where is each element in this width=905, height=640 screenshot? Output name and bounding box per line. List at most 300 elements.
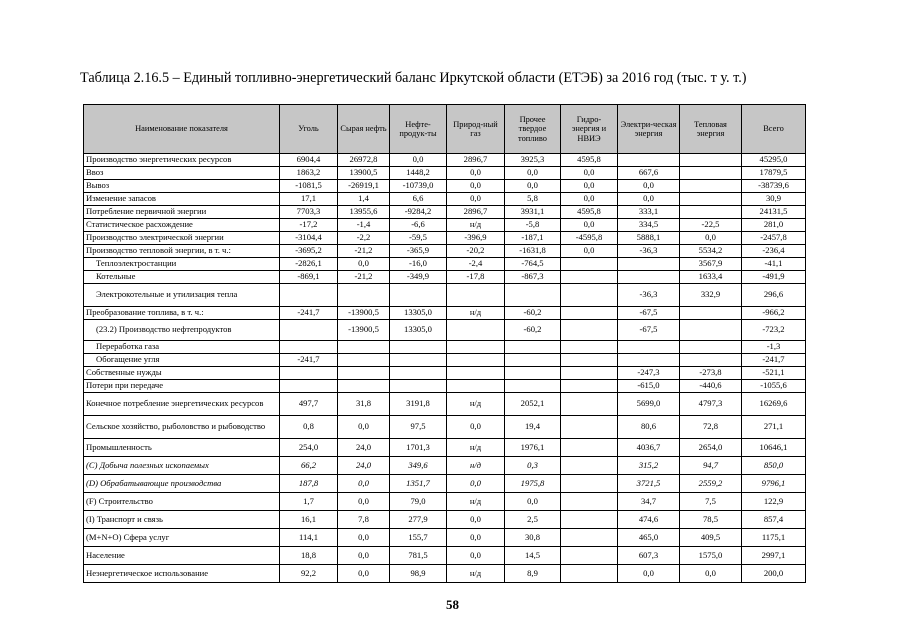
table-cell: -440,6	[680, 380, 742, 393]
table-cell: 26972,8	[338, 154, 390, 167]
table-cell: -38739,6	[742, 180, 806, 193]
table-cell	[561, 493, 618, 511]
table-cell	[390, 380, 447, 393]
table-cell: -26919,1	[338, 180, 390, 193]
column-header: Природ-ный газ	[447, 105, 505, 154]
table-cell	[338, 341, 390, 354]
table-cell: 72,8	[680, 416, 742, 439]
table-cell: 0,0	[338, 493, 390, 511]
table-cell: 24,0	[338, 439, 390, 457]
table-cell: 332,9	[680, 284, 742, 307]
row-label: Статистическое расхождение	[84, 219, 280, 232]
header-row	[84, 105, 806, 154]
table-cell: 0,0	[447, 475, 505, 493]
row-label: Производство энергетических ресурсов	[84, 154, 280, 167]
table-cell: -241,7	[742, 354, 806, 367]
table-cell: -241,7	[280, 307, 338, 320]
table-cell: 474,6	[618, 511, 680, 529]
column-header: Уголь	[280, 105, 338, 154]
table-cell: -16,0	[390, 258, 447, 271]
table-cell: 1351,7	[390, 475, 447, 493]
row-label: Обогащение угля	[84, 354, 280, 367]
table-cell: 0,0	[447, 167, 505, 180]
row-label: (F) Строительство	[84, 493, 280, 511]
table-cell	[561, 511, 618, 529]
table-cell: 3931,1	[505, 206, 561, 219]
table-row	[84, 154, 806, 167]
table-cell: 10646,1	[742, 439, 806, 457]
row-label: Вывоз	[84, 180, 280, 193]
table-cell	[561, 320, 618, 341]
table-cell: 0,0	[447, 511, 505, 529]
table-row	[84, 416, 806, 439]
table-cell: 2052,1	[505, 393, 561, 416]
table-cell	[280, 341, 338, 354]
table-cell: 1175,1	[742, 529, 806, 547]
table-cell: -59,5	[390, 232, 447, 245]
table-row	[84, 271, 806, 284]
table-title: Таблица 2.16.5 – Единый топливно-энергетический баланс Иркутской области (ЕТЭБ) за 2016 год (тыс. т у. т.)	[80, 70, 747, 86]
table-cell: -4595,8	[561, 232, 618, 245]
table-cell: 0,0	[680, 565, 742, 583]
table-cell: -5,8	[505, 219, 561, 232]
table-cell: 92,2	[280, 565, 338, 583]
table-cell	[561, 354, 618, 367]
table-cell: -2457,8	[742, 232, 806, 245]
column-header: Прочее твердое топливо	[505, 105, 561, 154]
table-row	[84, 529, 806, 547]
table-cell: 1575,0	[680, 547, 742, 565]
table-cell: 45295,0	[742, 154, 806, 167]
column-header: Электри-ческая энергия	[618, 105, 680, 154]
table-row	[84, 457, 806, 475]
table-cell: 4797,3	[680, 393, 742, 416]
table-cell	[561, 547, 618, 565]
table-cell: 1975,8	[505, 475, 561, 493]
table-cell	[561, 457, 618, 475]
table-cell: 0,0	[618, 193, 680, 206]
column-header: Сырая нефть	[338, 105, 390, 154]
row-label: Население	[84, 547, 280, 565]
table-cell: 277,9	[390, 511, 447, 529]
energy-balance-table	[83, 104, 806, 583]
table-cell: 4595,8	[561, 154, 618, 167]
table-row	[84, 167, 806, 180]
table-cell: 1633,4	[680, 271, 742, 284]
table-row	[84, 341, 806, 354]
table-cell: 155,7	[390, 529, 447, 547]
table-row	[84, 380, 806, 393]
table-cell: 5888,1	[618, 232, 680, 245]
table-cell: 497,7	[280, 393, 338, 416]
table-cell	[561, 565, 618, 583]
table-cell: 0,0	[447, 547, 505, 565]
table-cell: 16269,6	[742, 393, 806, 416]
row-label: Котельные	[84, 271, 280, 284]
table-row	[84, 284, 806, 307]
table-cell: 16,1	[280, 511, 338, 529]
table-cell: 5699,0	[618, 393, 680, 416]
table-cell: 333,1	[618, 206, 680, 219]
table-cell	[338, 380, 390, 393]
row-label: Переработка газа	[84, 341, 280, 354]
table-cell	[561, 367, 618, 380]
table-cell: -36,3	[618, 284, 680, 307]
table-cell: 0,8	[280, 416, 338, 439]
table-cell: 30,8	[505, 529, 561, 547]
table-cell: 4036,7	[618, 439, 680, 457]
table-cell: н/д	[447, 307, 505, 320]
table-cell: -491,9	[742, 271, 806, 284]
table-cell: 94,7	[680, 457, 742, 475]
table-cell: -365,9	[390, 245, 447, 258]
table-cell: 850,0	[742, 457, 806, 475]
table-cell	[680, 180, 742, 193]
table-cell: 24,0	[338, 457, 390, 475]
table-cell: -615,0	[618, 380, 680, 393]
table-cell: 8,9	[505, 565, 561, 583]
table-cell: 14,5	[505, 547, 561, 565]
table-cell: 0,0	[338, 547, 390, 565]
table-cell: 24131,5	[742, 206, 806, 219]
column-header: Тепловая энергия	[680, 105, 742, 154]
table-cell	[390, 341, 447, 354]
row-label: Конечное потребление энергетических ресурсов	[84, 393, 280, 416]
table-cell	[680, 354, 742, 367]
row-label: (I) Транспорт и связь	[84, 511, 280, 529]
table-cell: -349,9	[390, 271, 447, 284]
table-cell: 0,0	[447, 180, 505, 193]
table-cell	[390, 284, 447, 307]
column-header: Нефте-продук-ты	[390, 105, 447, 154]
table-cell: -2826,1	[280, 258, 338, 271]
table-cell: 13305,0	[390, 307, 447, 320]
table-cell	[618, 354, 680, 367]
table-cell: -9284,2	[390, 206, 447, 219]
table-cell: -869,1	[280, 271, 338, 284]
table-cell: 7,5	[680, 493, 742, 511]
table-cell: 281,0	[742, 219, 806, 232]
table-cell: 97,5	[390, 416, 447, 439]
table-cell: 3925,3	[505, 154, 561, 167]
table-cell: -17,8	[447, 271, 505, 284]
table-cell: н/д	[447, 457, 505, 475]
table-cell: 667,6	[618, 167, 680, 180]
table-cell: 0,0	[561, 167, 618, 180]
table-cell: 18,8	[280, 547, 338, 565]
table-cell: -1081,5	[280, 180, 338, 193]
table-cell: -13900,5	[338, 307, 390, 320]
table-cell: 3191,8	[390, 393, 447, 416]
table-cell	[447, 367, 505, 380]
table-cell: 3721,5	[618, 475, 680, 493]
table-cell	[447, 380, 505, 393]
table-row	[84, 193, 806, 206]
table-cell: 19,4	[505, 416, 561, 439]
row-label: Неэнергетическое использование	[84, 565, 280, 583]
table-cell: 0,0	[561, 180, 618, 193]
table-cell	[561, 284, 618, 307]
table-cell: -17,2	[280, 219, 338, 232]
table-cell: 857,4	[742, 511, 806, 529]
table-cell	[505, 380, 561, 393]
table-cell: -21,2	[338, 271, 390, 284]
table-cell	[280, 367, 338, 380]
row-label: Электрокотельные и утилизация тепла	[84, 284, 280, 307]
table-cell: -6,6	[390, 219, 447, 232]
table-cell: 0,0	[618, 565, 680, 583]
table-cell: 17879,5	[742, 167, 806, 180]
table-cell: 0,0	[447, 529, 505, 547]
row-label: Производство тепловой энергии, в т. ч.:	[84, 245, 280, 258]
table-cell: 0,0	[338, 529, 390, 547]
table-cell: -41,1	[742, 258, 806, 271]
table-cell: 0,3	[505, 457, 561, 475]
table-row	[84, 206, 806, 219]
table-cell: 0,0	[338, 416, 390, 439]
table-row	[84, 219, 806, 232]
table-cell: н/д	[447, 393, 505, 416]
table-cell: 0,0	[618, 180, 680, 193]
table-cell: 0,0	[505, 167, 561, 180]
table-cell: 0,0	[390, 154, 447, 167]
table-cell: -966,2	[742, 307, 806, 320]
table-cell	[680, 341, 742, 354]
table-cell	[390, 367, 447, 380]
table-cell: 607,3	[618, 547, 680, 565]
column-header: Всего	[742, 105, 806, 154]
table-cell: -1631,8	[505, 245, 561, 258]
table-cell	[618, 271, 680, 284]
table-row	[84, 439, 806, 457]
table-cell: 4595,8	[561, 206, 618, 219]
table-cell: 13305,0	[390, 320, 447, 341]
table-cell	[447, 354, 505, 367]
table-cell: н/д	[447, 439, 505, 457]
row-label: Производство электрической энергии	[84, 232, 280, 245]
row-label: Потери при передаче	[84, 380, 280, 393]
table-cell: н/д	[447, 565, 505, 583]
table-row	[84, 354, 806, 367]
table-cell	[447, 341, 505, 354]
table-cell	[618, 154, 680, 167]
table-cell: -2,2	[338, 232, 390, 245]
table-cell: 187,8	[280, 475, 338, 493]
table-cell	[561, 271, 618, 284]
column-header: Наименование показателя	[84, 105, 280, 154]
table-cell: 80,6	[618, 416, 680, 439]
table-cell: 1976,1	[505, 439, 561, 457]
table-cell: -396,9	[447, 232, 505, 245]
table-row	[84, 245, 806, 258]
table-cell	[505, 367, 561, 380]
table-cell: -67,5	[618, 307, 680, 320]
table-cell: 66,2	[280, 457, 338, 475]
table-cell	[280, 380, 338, 393]
table-cell	[618, 258, 680, 271]
table-row	[84, 511, 806, 529]
table-cell	[680, 320, 742, 341]
row-label: Сельское хозяйство, рыболовство и рыбоводство	[84, 416, 280, 439]
table-cell	[561, 529, 618, 547]
table-cell: 6,6	[390, 193, 447, 206]
table-cell: н/д	[447, 493, 505, 511]
table-cell	[280, 320, 338, 341]
row-label: Преобразование топлива, в т. ч.:	[84, 307, 280, 320]
table-cell: 2,5	[505, 511, 561, 529]
table-row	[84, 307, 806, 320]
table-cell	[505, 354, 561, 367]
table-cell: 31,8	[338, 393, 390, 416]
table-cell: 0,0	[680, 232, 742, 245]
table-cell: 122,9	[742, 493, 806, 511]
table-cell	[618, 341, 680, 354]
table-cell: 349,6	[390, 457, 447, 475]
table-cell: -3104,4	[280, 232, 338, 245]
table-cell	[338, 284, 390, 307]
table-cell: 1,7	[280, 493, 338, 511]
table-cell: н/д	[447, 219, 505, 232]
table-row	[84, 367, 806, 380]
table-cell: -67,5	[618, 320, 680, 341]
table-cell: 0,0	[338, 475, 390, 493]
table-cell	[338, 354, 390, 367]
table-cell	[447, 320, 505, 341]
table-cell: 465,0	[618, 529, 680, 547]
table-cell: -10739,0	[390, 180, 447, 193]
table-cell: 334,5	[618, 219, 680, 232]
table-row	[84, 320, 806, 341]
table-cell: 3567,9	[680, 258, 742, 271]
table-cell	[680, 206, 742, 219]
table-cell	[561, 341, 618, 354]
table-cell: 17,1	[280, 193, 338, 206]
table-cell: 5534,2	[680, 245, 742, 258]
table-cell: 0,0	[338, 565, 390, 583]
row-label: (M+N+O) Сфера услуг	[84, 529, 280, 547]
table-cell: 2896,7	[447, 154, 505, 167]
row-label: Промышленность	[84, 439, 280, 457]
table-cell: 30,9	[742, 193, 806, 206]
table-cell: 7703,3	[280, 206, 338, 219]
table-cell	[561, 258, 618, 271]
table-body	[84, 154, 806, 583]
table-row	[84, 547, 806, 565]
table-cell: -60,2	[505, 307, 561, 320]
table-cell: -36,3	[618, 245, 680, 258]
table-cell: 0,0	[447, 193, 505, 206]
table-cell: -247,3	[618, 367, 680, 380]
table-cell	[561, 475, 618, 493]
table-cell: -764,5	[505, 258, 561, 271]
table-cell: 271,1	[742, 416, 806, 439]
table-cell	[561, 307, 618, 320]
table-cell: 781,5	[390, 547, 447, 565]
table-cell: -20,2	[447, 245, 505, 258]
table-cell: -723,2	[742, 320, 806, 341]
table-cell: 114,1	[280, 529, 338, 547]
table-cell: 200,0	[742, 565, 806, 583]
table-cell	[505, 341, 561, 354]
table-cell: 254,0	[280, 439, 338, 457]
table-cell: 1448,2	[390, 167, 447, 180]
table-cell: 9796,1	[742, 475, 806, 493]
table-cell	[561, 439, 618, 457]
table-cell: 0,0	[505, 180, 561, 193]
row-label: (23.2) Производство нефтепродуктов	[84, 320, 280, 341]
table-cell: 0,0	[561, 219, 618, 232]
table-cell: -273,8	[680, 367, 742, 380]
table-cell	[505, 284, 561, 307]
table-cell	[680, 167, 742, 180]
page-number: 58	[446, 597, 459, 612]
table-row	[84, 232, 806, 245]
table-cell: 2559,2	[680, 475, 742, 493]
table-cell: 0,0	[561, 193, 618, 206]
table-cell: -236,4	[742, 245, 806, 258]
table-cell: 0,0	[447, 416, 505, 439]
row-label: Собственные нужды	[84, 367, 280, 380]
table-cell: -22,5	[680, 219, 742, 232]
table-cell: 1863,2	[280, 167, 338, 180]
table-cell: 5,8	[505, 193, 561, 206]
table-cell	[280, 284, 338, 307]
table-row	[84, 393, 806, 416]
row-label: Изменение запасов	[84, 193, 280, 206]
table-cell: -187,1	[505, 232, 561, 245]
row-label: Теплоэлектростанции	[84, 258, 280, 271]
table-cell: 78,5	[680, 511, 742, 529]
table-row	[84, 475, 806, 493]
table-cell: 296,6	[742, 284, 806, 307]
row-label: (C) Добыча полезных ископаемых	[84, 457, 280, 475]
table-cell: 98,9	[390, 565, 447, 583]
table-cell: -60,2	[505, 320, 561, 341]
table-cell: 34,7	[618, 493, 680, 511]
row-label: Потребление первичной энергии	[84, 206, 280, 219]
table-cell: 0,0	[561, 245, 618, 258]
table-cell: 409,5	[680, 529, 742, 547]
table-cell	[447, 284, 505, 307]
table-cell	[338, 367, 390, 380]
column-header: Гидро-энергия и НВИЭ	[561, 105, 618, 154]
table-cell: 1,4	[338, 193, 390, 206]
table-cell: -241,7	[280, 354, 338, 367]
table-cell: -867,3	[505, 271, 561, 284]
table-cell	[561, 380, 618, 393]
table-cell: -521,1	[742, 367, 806, 380]
table-row	[84, 565, 806, 583]
table-cell: 0,0	[338, 258, 390, 271]
table-cell: 13900,5	[338, 167, 390, 180]
table-cell: 1701,3	[390, 439, 447, 457]
table-cell	[561, 416, 618, 439]
table-cell: -1,4	[338, 219, 390, 232]
table-cell: -1055,6	[742, 380, 806, 393]
row-label: Ввоз	[84, 167, 280, 180]
table-row	[84, 258, 806, 271]
table-row	[84, 493, 806, 511]
table-cell	[680, 193, 742, 206]
table-row	[84, 180, 806, 193]
table-cell: -3695,2	[280, 245, 338, 258]
table-cell: -1,3	[742, 341, 806, 354]
table-cell	[680, 154, 742, 167]
table-cell	[680, 307, 742, 320]
table-cell	[561, 393, 618, 416]
table-cell: 6904,4	[280, 154, 338, 167]
table-cell: 0,0	[505, 493, 561, 511]
